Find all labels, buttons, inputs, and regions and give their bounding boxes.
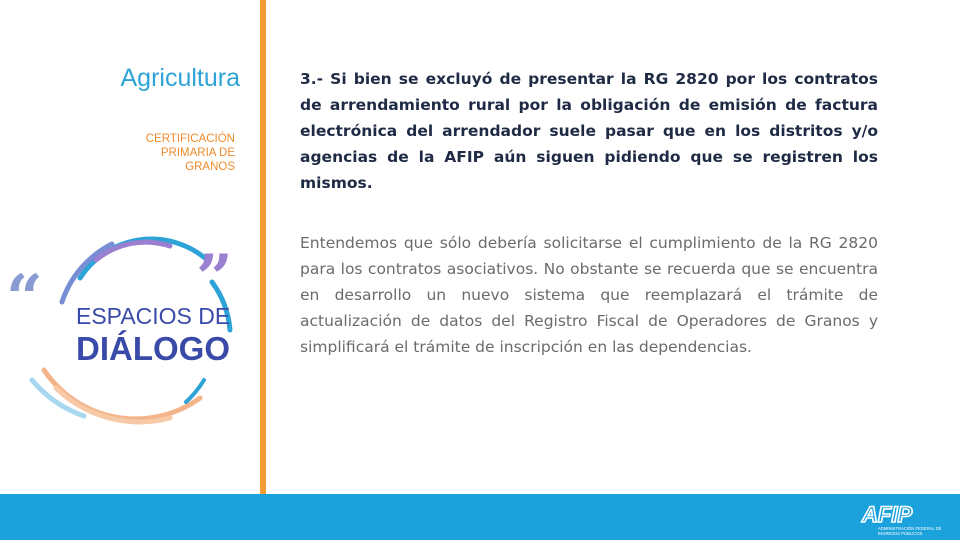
slide-title: Agricultura (120, 64, 240, 92)
close-quote-icon: ” (196, 241, 233, 316)
afip-caption-line-1: ADMINISTRACIÓN FEDERAL DE (878, 526, 942, 531)
content-paragraph-1: 3.- Si bien se excluyó de presentar la RG 2820 por los contratos de arrendamiento rural por la obligación de emisión de factura electrónica del arrendador suele pasar que en los distritos y/o agencias de la AFIP aún siguen pidiendo que se registren los mismos. (300, 70, 878, 192)
footer-bar (0, 494, 960, 540)
open-quote-icon: “ (6, 261, 43, 336)
vertical-divider (260, 0, 266, 497)
content-paragraph-2: Entendemos que sólo debería solicitarse el cumplimiento de la RG 2820 para los contratos asociativos. No obstante se recuerda que se encuentra en desarrollo un nuevo sistema que reemplazará el trámite de actualización de datos del Registro Fiscal de Operadores de Granos y simplificará el trámite de inscripción en las dependencias. (300, 234, 878, 356)
slide-subtitle: CERTIFICACIÓN PRIMARIA DE GRANOS (145, 133, 235, 173)
afip-logo (858, 500, 948, 538)
afip-wordmark: AFIP (862, 502, 913, 527)
logo-line-2: DIÁLOGO (76, 330, 230, 367)
espacios-de-dialogo-logo (0, 220, 260, 430)
logo-line-1: ESPACIOS DE (76, 303, 231, 329)
afip-caption-line-2: INGRESOS PÚBLICOS (878, 531, 923, 536)
